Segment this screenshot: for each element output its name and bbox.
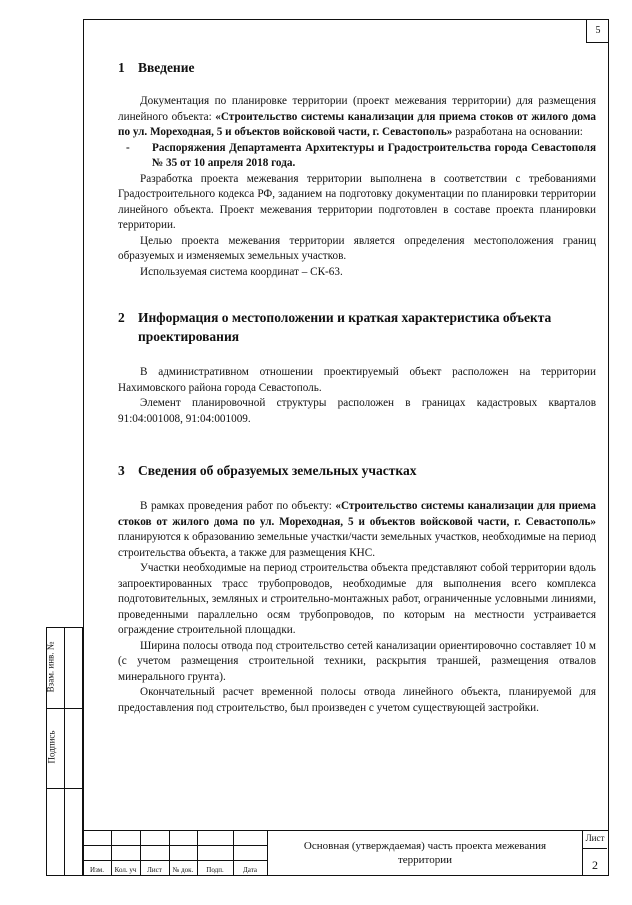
page-number-box xyxy=(586,19,609,43)
section-2-paragraph-2: Элемент планировочной структуры расположен в границах кадастровых кварталов 91:04:001008, 91:04:001009. xyxy=(118,397,596,425)
section-2-paragraph-1: В административном отношении проектируемый объект расположен на территории Нахимовского района города Севастополь. xyxy=(118,366,596,394)
section-1-paragraph-4: Используемая система координат – СК-63. xyxy=(140,265,343,278)
section-3-heading: 3 Сведения об образуемых земельных участках xyxy=(118,463,417,478)
side-stamp-table xyxy=(46,627,83,876)
section-1-heading: 1 Введение xyxy=(118,60,195,75)
side-label-vzam: Взам. инв. № xyxy=(45,641,56,693)
stamp-title: Основная (утверждаемая) часть проекта межевания территории xyxy=(267,831,582,875)
stamp-col-izm: Изм. xyxy=(90,866,104,874)
section-1-bullet: - Распоряжения Департамента Архитектуры и Градостроительства города Севастополя № 35 от 10 апреля 2018 года. xyxy=(126,141,596,169)
stamp-col-podp: Подп. xyxy=(206,866,224,874)
section-3-paragraph-4: Окончательный расчет временной полосы отвода линейного объекта, планируемой для предоставления под строительство, был произведен с учетом существующей застройки. xyxy=(118,686,596,714)
side-label-podpis: Подпись xyxy=(46,730,57,764)
section-3-paragraph-3: Ширина полосы отвода под строительство сетей канализации ориентировочно составляет 10 м (с учетом размещения строительной техники, раскрытия траншей, размещения отвалов минерального грунта). xyxy=(118,639,596,683)
stamp-col-doc: № док. xyxy=(172,866,194,874)
section-3-paragraph-1: В рамках проведения работ по объекту: «Строительство системы канализации для приема стоков от жилого дома по ул. Мореходная, 5 и объектов войсковой части, г. Севастополь» планируются к образованию земельные участки/части земельных участков, необходимые на период строительства объекта, а также для размещения КНС. xyxy=(118,500,596,559)
stamp-col-data: Дата xyxy=(243,866,257,874)
section-1-paragraph-3: Целью проекта межевания территории является определения местоположения границ образуемых и изменяемых земельных участков. xyxy=(118,234,596,262)
section-1-paragraph-1: Документация по планировке территории (проект межевания территории) для размещения линейного объекта: «Строительство системы канализации для приема стоков от жилого дома по ул. Мореходная, 5 и объектов войсковой части, г. Севастополь» разработана на основании: xyxy=(118,95,596,138)
stamp-col-kol: Кол. уч xyxy=(114,866,137,874)
section-3-paragraph-2: Участки необходимые на период строительства объекта представляют собой территории вдоль запроектированных трасс трубопроводов, необходимые для выполнения всего комплекса подготовительных, земляных и строительно-монтажных работ, ограниченные условными линиями, проведенными параллельно осям трубопроводов, по которым на местности устраивается ограждение строительной площадки. xyxy=(118,562,596,636)
stamp-sheet-cell xyxy=(582,831,607,875)
section-2-heading: 2 Информация о местоположении и краткая характеристика объекта проектирования xyxy=(118,310,552,344)
section-1-paragraph-2: Разработка проекта межевания территории выполнена в соответствии с требованиями Градостроительного кодекса РФ, заданием на подготовку документации по планировки территории линейного объекта. Проект межевания территории подготовлен в составе проекта планировки территории. xyxy=(118,172,596,231)
title-block-stamp xyxy=(83,830,609,876)
stamp-sheet-number: 2 xyxy=(592,858,598,872)
document-body xyxy=(118,58,596,716)
stamp-sheet-label: Лист xyxy=(585,833,605,843)
stamp-revision-cells xyxy=(83,831,267,875)
stamp-col-list: Лист xyxy=(147,866,162,874)
page-number: 5 xyxy=(595,25,601,36)
